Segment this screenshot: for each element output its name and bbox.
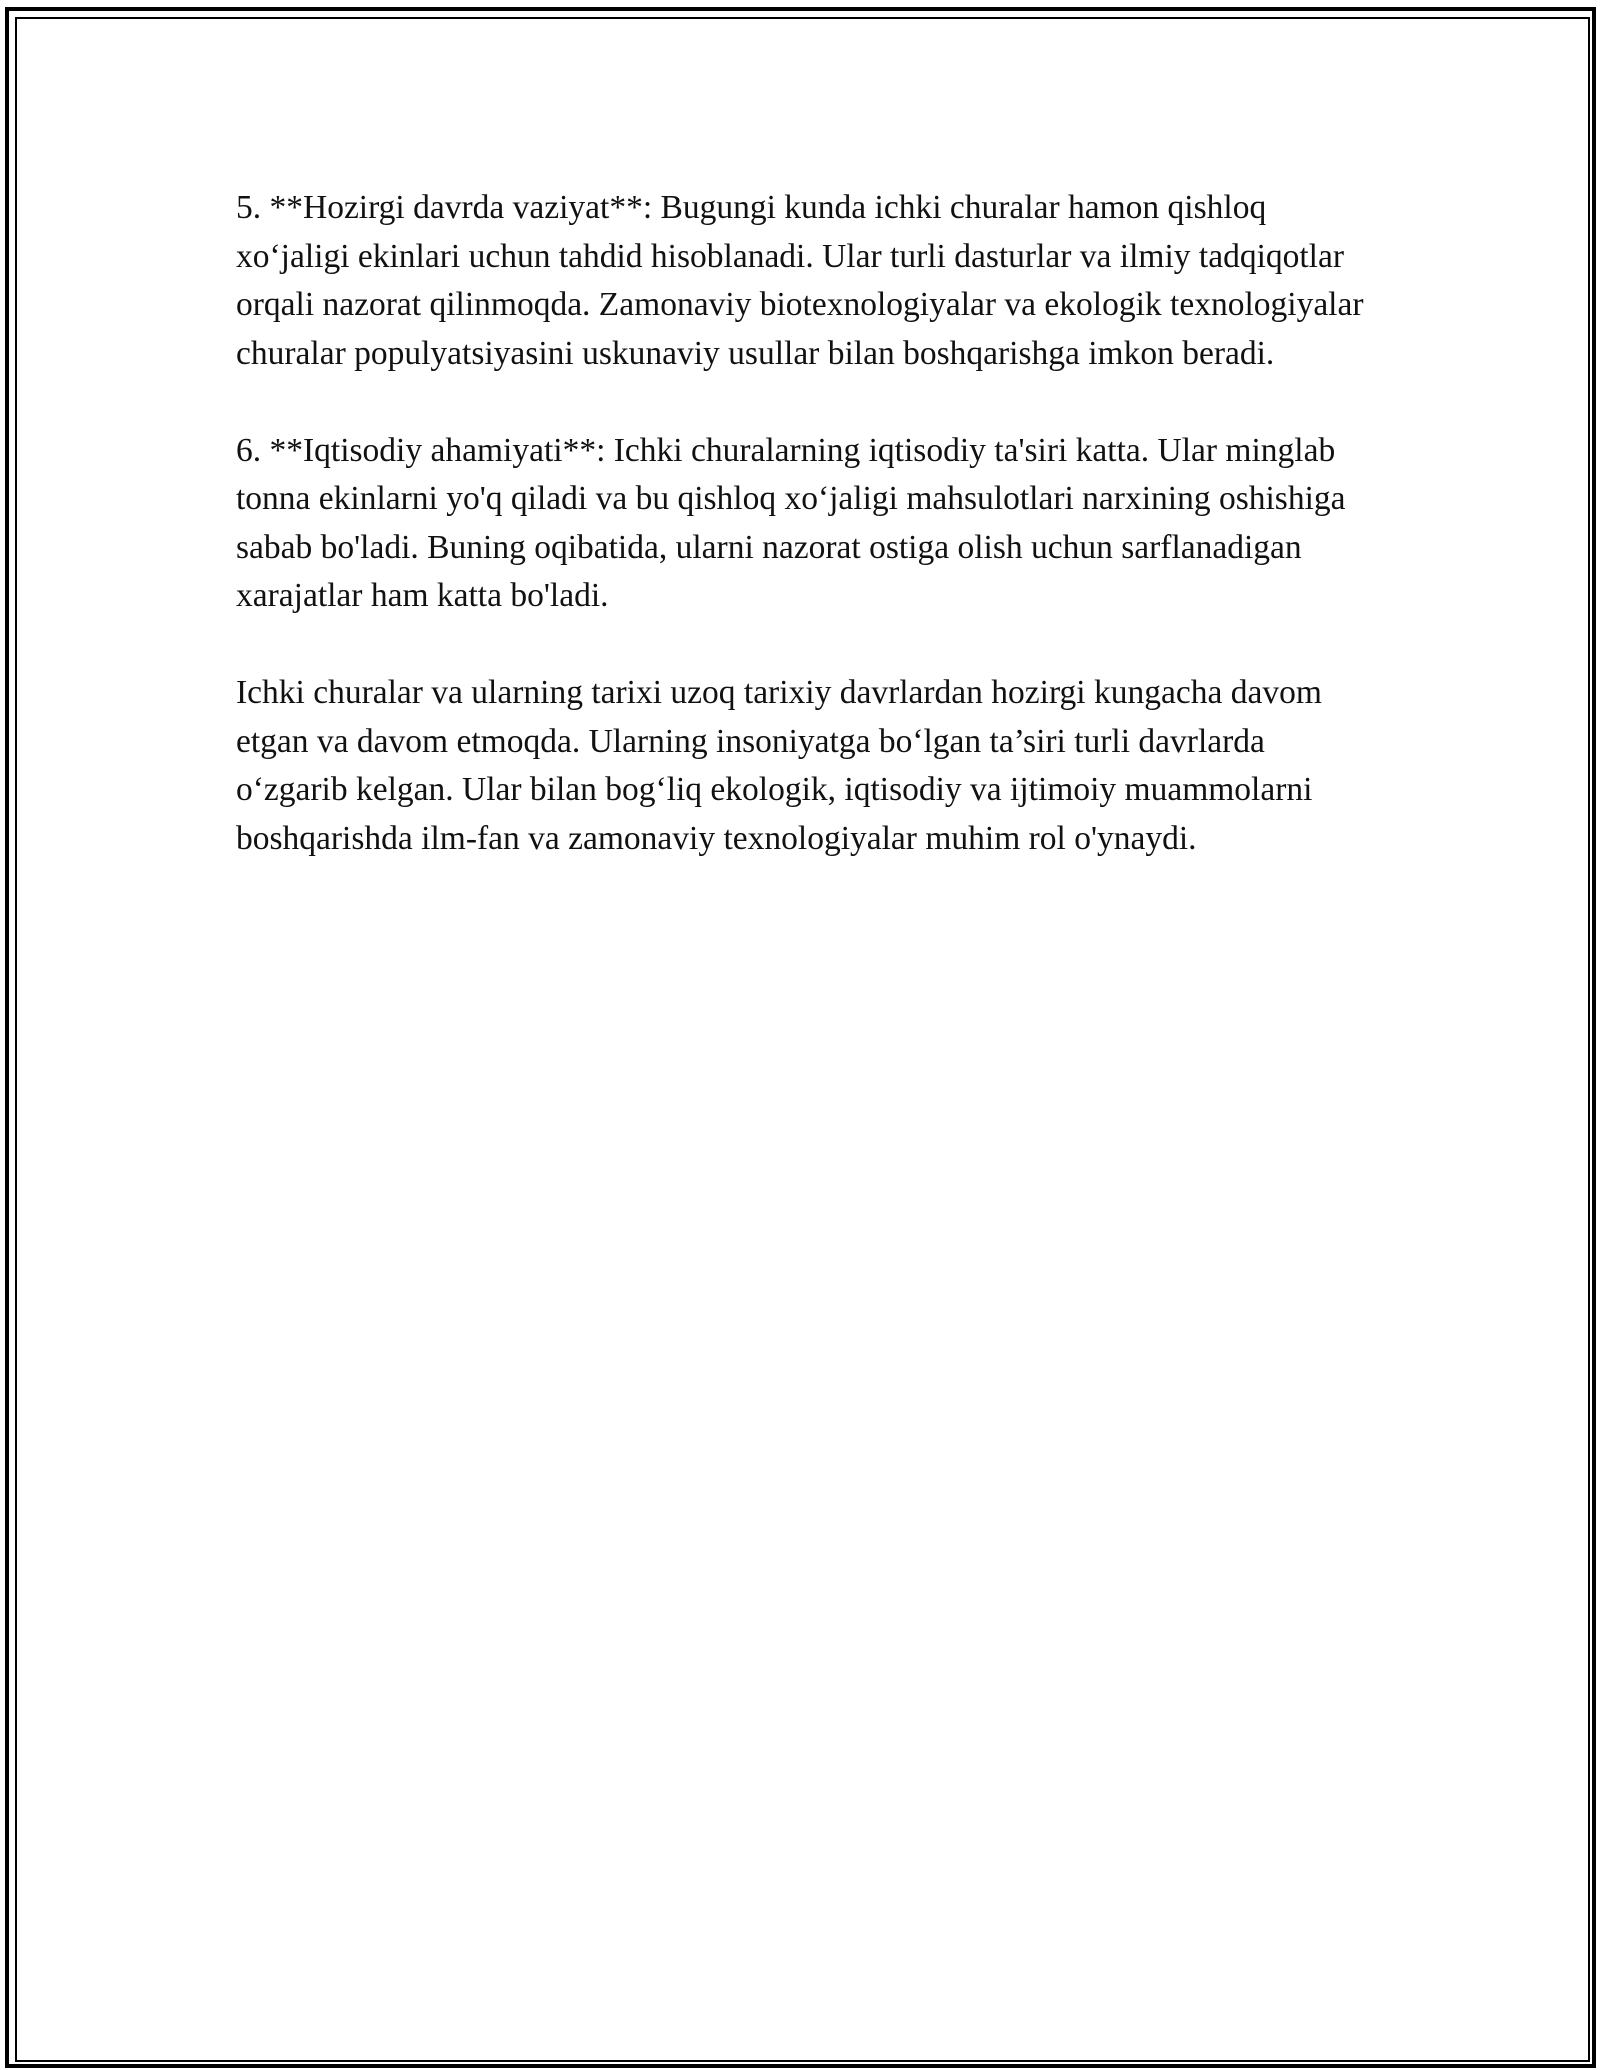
document-body (236, 184, 1366, 912)
paragraph-economic-importance: 6. **Iqtisodiy ahamiyati**: Ichki churalarning iqtisodiy ta'siri katta. Ular minglab tonna ekinlarni yo'q qiladi va bu qishloq xo‘jaligi mahsulotlari narxining oshishiga sabab bo'ladi. Buning oqibatida, ularni nazorat ostiga olish uchun sarflanadigan xarajatlar ham katta bo'ladi. (236, 431, 1346, 614)
paragraph-current-situation: 5. **Hozirgi davrda vaziyat**: Bugungi kunda ichki churalar hamon qishloq xo‘jaligi ekinlari uchun tahdid hisoblanadi. Ular turli dasturlar va ilmiy tadqiqotlar orqali nazorat qilinmoqda. Zamonaviy biotexnologiyalar va ekologik texnologiyalar churalar populyatsiyasini uskunaviy usullar bilan boshqarishga imkon beradi. (236, 189, 1364, 372)
paragraph-conclusion: Ichki churalar va ularning tarixi uzoq tarixiy davrlardan hozirgi kungacha davom etgan va davom etmoqda. Ularning insoniyatga bo‘lgan ta’siri turli davrlarda o‘zgarib kelgan. Ular bilan bog‘liq ekologik, iqtisodiy va ijtimoiy muammolarni boshqarishda ilm-fan va zamonaviy texnologiyalar muhim rol o'ynaydi. (236, 674, 1322, 857)
